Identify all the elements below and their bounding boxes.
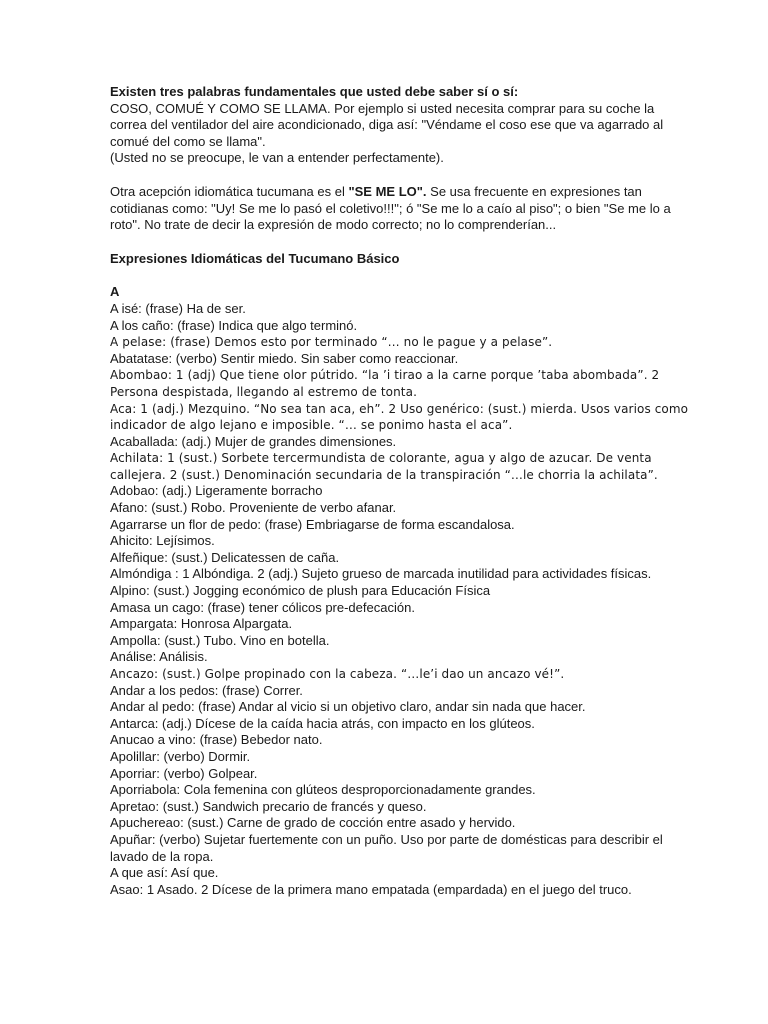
entry-andar-al-pedo: Andar al pedo: (frase) Andar al vicio si un objetivo claro, andar sin nada que hacer. (110, 699, 586, 715)
entry-abombao: Abombao: 1 (adj) Que tiene olor pútrido. “la ’i tirao a la carne porque ’taba abombada”. 2 Persona despistada, llegando al estremo de tonta. (110, 368, 660, 399)
entry-almondiga: Almóndiga : 1 Albóndiga. 2 (adj.) Sujeto grueso de marcada inutilidad para actividades físicas. (110, 566, 652, 582)
entry-alfenique: Alfeñique: (sust.) Delicatessen de caña. (110, 549, 340, 565)
entry-a-pelase: A pelase: (frase) Demos esto por terminado “… no le pague y a pelase”. (110, 335, 553, 350)
entry-abatatase: Abatatase: (verbo) Sentir miedo. Sin saber como reaccionar. (110, 350, 459, 366)
entry-analise: Análise: Análisis. (110, 649, 208, 665)
entry-antarca: Antarca: (adj.) Dícese de la caída hacia atrás, con impacto en los glúteos. (110, 715, 535, 731)
entry-andar-a-los-pedos: Andar a los pedos: (frase) Correr. (110, 682, 303, 698)
intro-heading: Existen tres palabras fundamentales que usted debe saber sí o sí: (110, 84, 519, 99)
entry-anucao-a-vino: Anucao a vino: (frase) Bebedor nato. (110, 732, 323, 748)
intro-p3-after: Se usa frecuente en expresiones tan cotidianas como: "Uy! Se me lo pasó el coletivo!!!"; ó "Se me lo a caío al piso"; o bien "Se me lo a roto". No trate de decir la expresión de modo correcto; no lo comprenderían... (110, 183, 671, 233)
entry-aca: Aca: 1 (adj.) Mezquino. “No sea tan aca, eh”. 2 Uso genérico: (sust.) mierda. Usos varios como indicador de algo lejano e imposible. “… se ponimo hasta el aca”. (110, 401, 689, 433)
intro-paragraph-2: (Usted no se preocupe, le van a entender perfectamente). (110, 150, 444, 166)
entry-acaballada: Acaballada: (adj.) Mujer de grandes dimensiones. (110, 433, 397, 449)
spacer (110, 267, 690, 284)
entry-ampargata: Ampargata: Honrosa Alpargata. (110, 616, 293, 632)
intro-paragraph-3 (110, 184, 690, 234)
entry-achilata: Achilata: 1 (sust.) Sorbete tercermundista de colorante, agua y algo de azucar. De venta callejera. 2 (sust.) Denominación secundaria de la transpiración “…le chorria la achilata”. (110, 451, 658, 482)
entry-alpino: Alpino: (sust.) Jogging económico de plush para Educación Física (110, 583, 491, 599)
section-title: Expresiones Idiomáticas del Tucumano Básico (110, 250, 400, 266)
entry-ampolla: Ampolla: (sust.) Tubo. Vino en botella. (110, 632, 330, 648)
entry-ahicito: Ahicito: Lejísimos. (110, 533, 215, 549)
entry-aporriar: Aporriar: (verbo) Golpear. (110, 765, 258, 781)
entry-apunar: Apuñar: (verbo) Sujetar fuertemente con un puño. Uso por parte de domésticas para describir el lavado de la ropa. (110, 831, 663, 864)
spacer (110, 234, 690, 251)
entry-asao: Asao: 1 Asado. 2 Dícese de la primera mano empatada (empardada) en el juego del truco. (110, 881, 632, 897)
intro-p3-before: Otra acepción idiomática tucumana es el (110, 183, 349, 199)
entry-amasa-un-cago: Amasa un cago: (frase) tener cólicos pre-defecación. (110, 599, 415, 615)
entry-afano: Afano: (sust.) Robo. Proveniente de verbo afanar. (110, 500, 397, 516)
entry-ancazo: Ancazo: (sust.) Golpe propinado con la cabeza. “…le’i dao un ancazo vé!”. (110, 667, 565, 681)
spacer (110, 167, 690, 184)
entry-apuchereao: Apuchereao: (sust.) Carne de grado de cocción entre asado y hervido. (110, 815, 516, 831)
document-page (110, 84, 690, 898)
entry-a-los-cano: A los caño: (frase) Indica que algo terminó. (110, 317, 358, 333)
entry-aporriabola: Aporriabola: Cola femenina con glúteos desproporcionadamente grandes. (110, 782, 536, 798)
entry-apolillar: Apolillar: (verbo) Dormir. (110, 748, 251, 764)
intro-p3-bold: "SE ME LO". (348, 183, 427, 199)
entry-adobao: Adobao: (adj.) Ligeramente borracho (110, 483, 323, 499)
entry-agarrarse: Agarrarse un flor de pedo: (frase) Embriagarse de forma escandalosa. (110, 516, 515, 532)
entry-a-ise: A isé: (frase) Ha de ser. (110, 300, 246, 316)
entry-list (110, 301, 690, 898)
entry-apretao: Apretao: (sust.) Sandwich precario de francés y queso. (110, 798, 427, 814)
section-letter: A (110, 284, 120, 300)
intro-paragraph-1: COSO, COMUÉ Y COMO SE LLAMA. Por ejemplo si usted necesita comprar para su coche la correa del ventilador del aire acondicionado, diga así: "Véndame el coso ese que va agarrado al comué del como se llama". (110, 100, 664, 149)
entry-a-que-asi: A que así: Así que. (110, 865, 219, 881)
